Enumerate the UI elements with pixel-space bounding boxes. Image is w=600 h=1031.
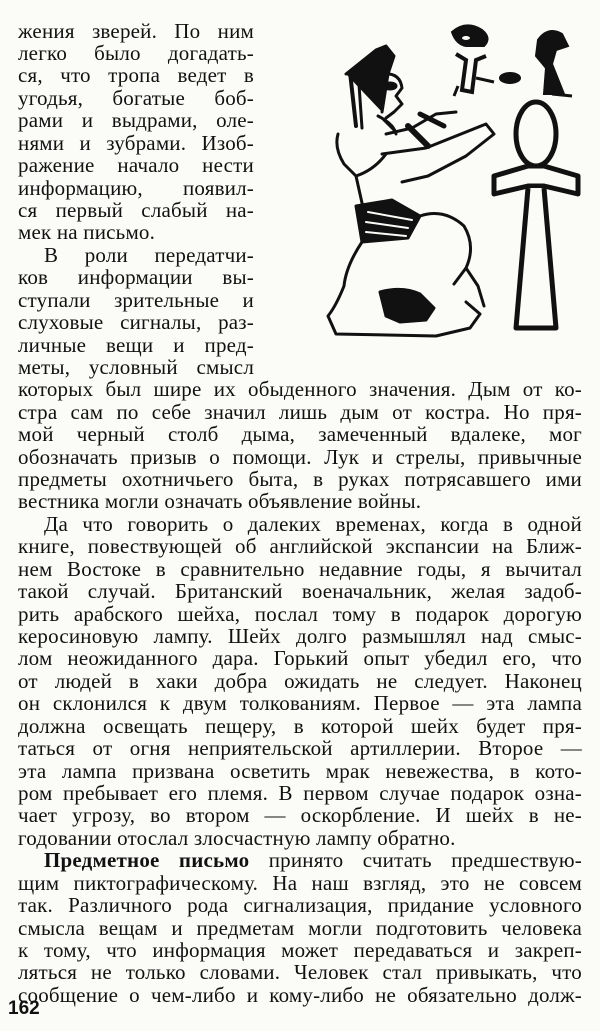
- text-line: ром пребывает его племя. В первом случае подарок озна-: [18, 781, 582, 805]
- text-line: слуховые сигналы, раз-: [18, 310, 254, 334]
- text-line: мек на письмо.: [18, 220, 156, 244]
- text-line: ражение начало нести: [18, 153, 254, 177]
- text-line: меты, условный смысл: [18, 355, 254, 379]
- text-line: нем Востоке в сравнительно недавние годы, я вычитал: [18, 557, 582, 581]
- text-line: легко было догадать-: [18, 41, 254, 65]
- text-line: к тому, что информация может передаваться и закреп-: [18, 938, 582, 962]
- text-line: ков информации вы-: [18, 265, 254, 289]
- text-line: жения зверей. По ним: [18, 19, 254, 43]
- text-line: чает угрозу, во втором — оскорбление. И шейх в не-: [18, 803, 582, 827]
- text-line: рить арабского шейха, послал тому в подарок дорогую: [18, 602, 582, 626]
- egyptian-illustration: [316, 16, 586, 341]
- page-number: 162: [8, 998, 40, 1019]
- text-line: ступали зрительные и: [18, 288, 254, 312]
- text-line: В роли передатчи-: [44, 243, 254, 267]
- text-run: принято считать предшествую-: [249, 848, 582, 872]
- text-line: сообщение о чем-либо и кому-либо не обязательно долж-: [18, 983, 582, 1007]
- text-line: лом неожиданного дара. Горький опыт убедил его, что: [18, 646, 582, 670]
- text-line: стра сам по себе значил лишь дым от костра. Но пря-: [18, 400, 582, 424]
- text-line: так. Различного рода сигнализация, придание условного: [18, 893, 582, 917]
- text-line: нями и зубрами. Изоб-: [18, 131, 254, 155]
- text-line: таться от огня неприятельской артиллерии. Второе —: [18, 736, 582, 760]
- text-line: он склонился к двум толкованиям. Первое — эта лампа: [18, 691, 582, 715]
- text-line: керосиновую лампу. Шейх долго размышлял над смыс-: [18, 624, 582, 648]
- hieroglyph-icon: [452, 25, 572, 96]
- text-line: смысла вещам и предметам могли подготовить человека: [18, 916, 582, 940]
- text-line: книге, повествующей об английской экспансии на Ближ-: [18, 534, 582, 558]
- text-line: предметы охотничьего быта, в руках потрясавшего ими: [18, 467, 582, 491]
- text-line: эта лампа призвана осветить мрак невежества, в кото-: [18, 759, 582, 783]
- text-line: обозначать призыв о помощи. Лук и стрелы, привычные: [18, 445, 582, 469]
- text-line: ся, что тропа ведет в: [18, 63, 254, 87]
- text-line: ляться не только словами. Человек стал привыкать, что: [18, 960, 582, 984]
- text-line: должна освещать пещеру, в которой шейх будет пря-: [18, 714, 582, 738]
- bold-lead: Предметное письмо: [44, 848, 250, 872]
- text-line: Да что говорить о далеких временах, когда в одной: [44, 512, 582, 536]
- text-line: мой черный столб дыма, замеченный вдалеке, мог: [18, 422, 582, 446]
- text-line: от людей в хаки добра ожидать не следует. Наконец: [18, 669, 582, 693]
- text-line: которых был шире их обыденного значения. Дым от ко-: [18, 377, 582, 401]
- text-line: вестника могли означать объявление войны.: [18, 489, 422, 513]
- text-line: личные вещи и пред-: [18, 333, 254, 357]
- text-line: рами и выдрами, оле-: [18, 108, 254, 132]
- text-line: такой случай. Британский военачальник, желая задоб-: [18, 579, 582, 603]
- text-line: информацию, появил-: [18, 176, 254, 200]
- text-line: угодья, богатые боб-: [18, 86, 254, 110]
- text-line: ся первый слабый на-: [18, 198, 254, 222]
- ankh-icon: [494, 102, 578, 328]
- text-line: щим пиктографическому. На наш взгляд, это не совсем: [18, 871, 582, 895]
- text-line: [18, 849, 582, 871]
- text-line: годовании отослал злосчастную лампу обратно.: [18, 826, 456, 850]
